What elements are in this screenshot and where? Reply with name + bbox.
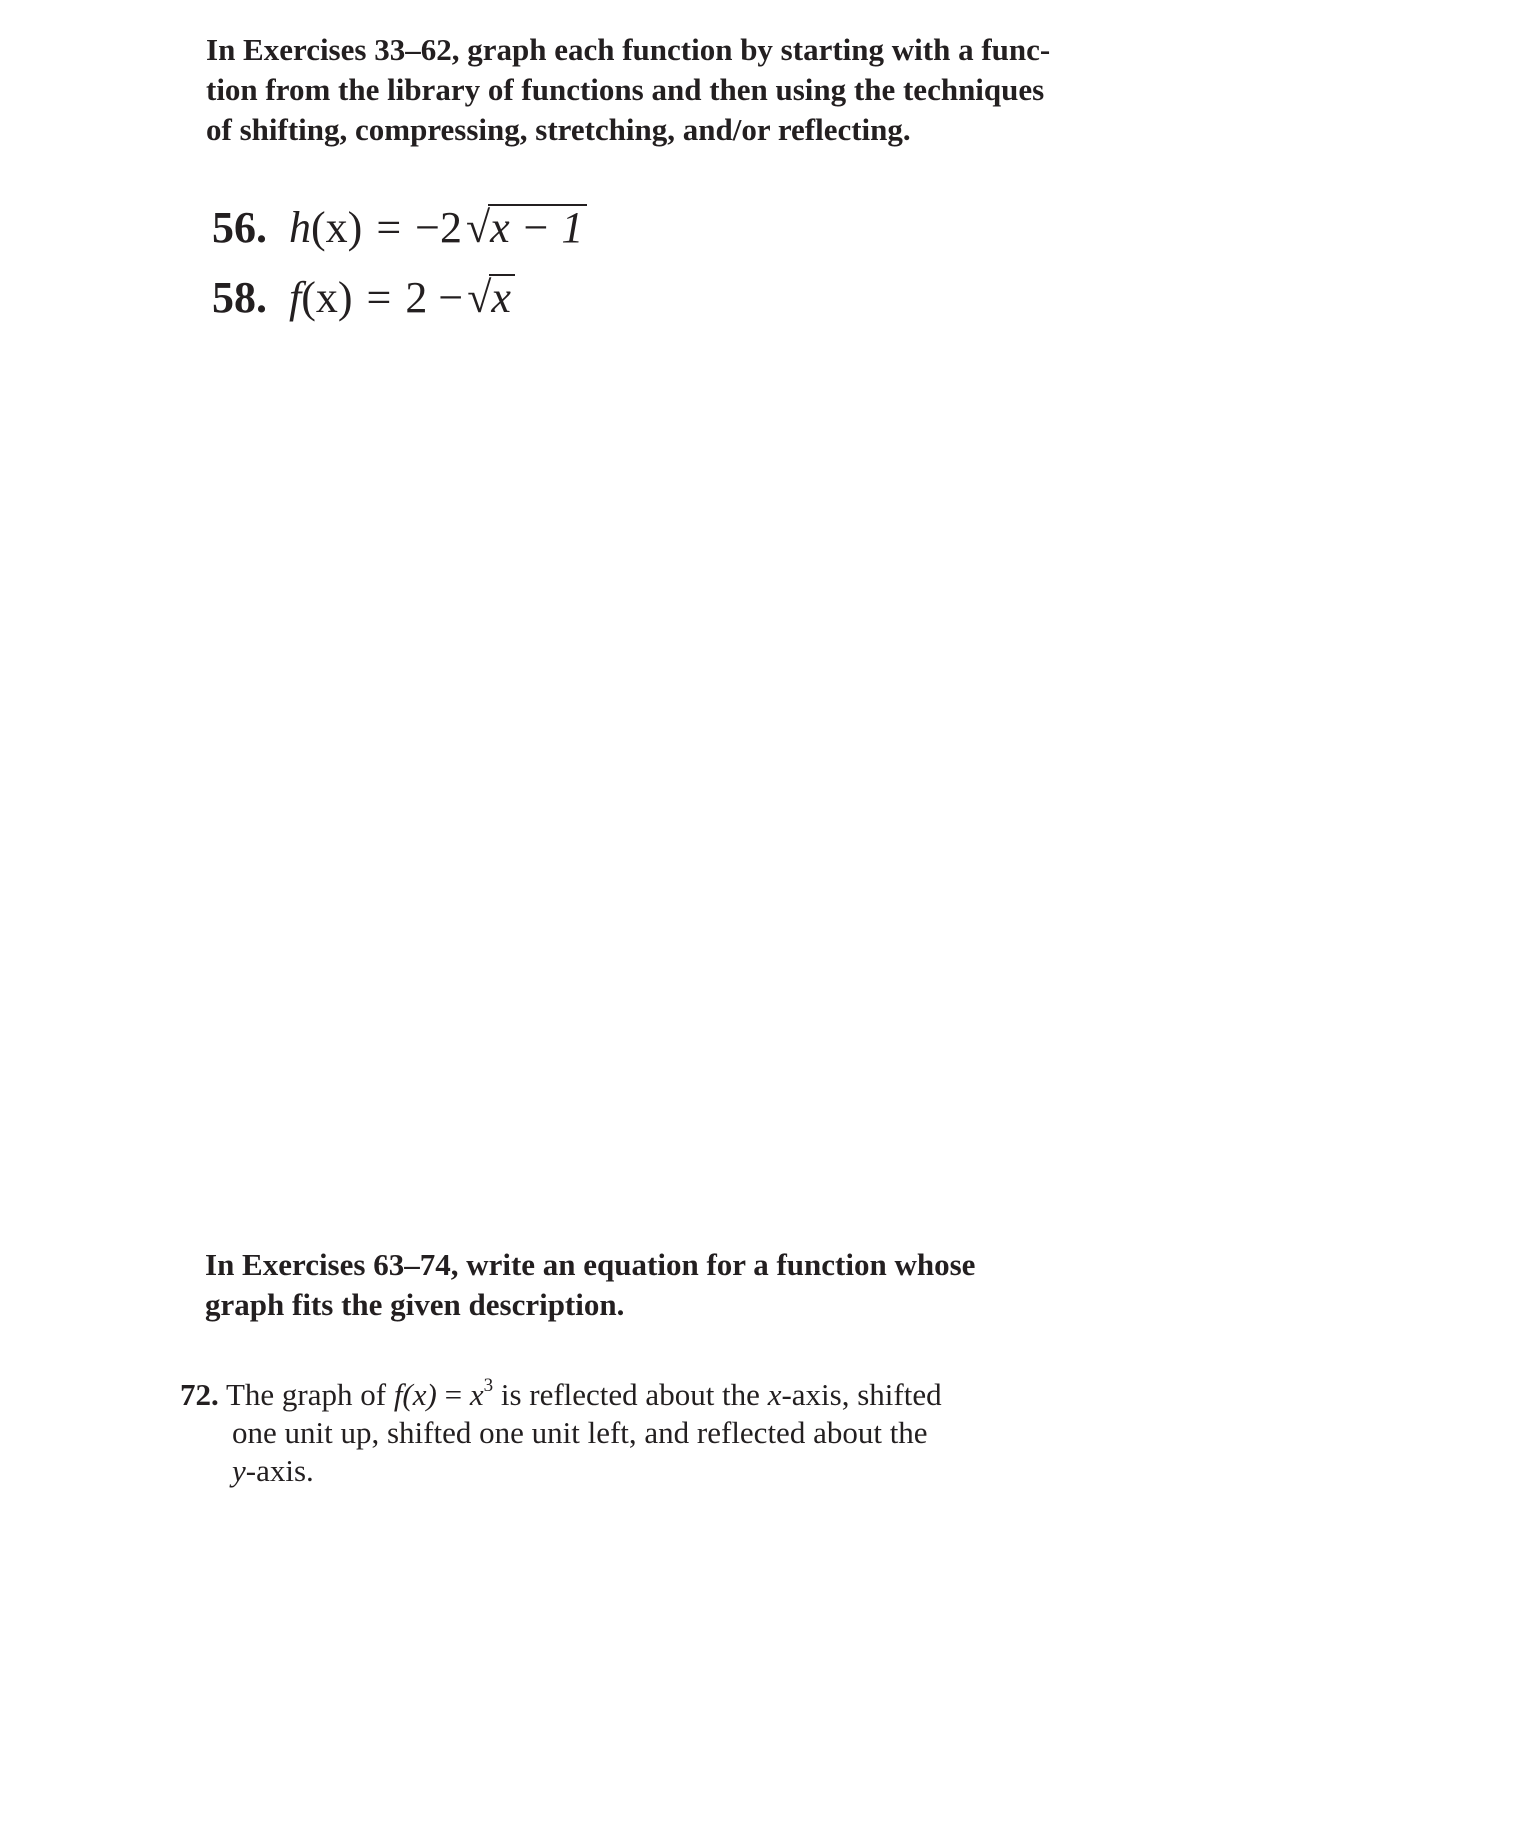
instructions-line: of shifting, compressing, stretching, and/or reflecting. [206, 112, 911, 147]
square-root-sign: √ [465, 203, 491, 252]
square-root-sign: √ [467, 273, 492, 322]
exercise-72-line-3 [180, 1452, 1040, 1490]
equals-sign: = [444, 1377, 463, 1412]
radicand: x [489, 274, 515, 320]
text-segment: The graph of [225, 1377, 387, 1412]
variable-x: x [767, 1377, 782, 1412]
radicand: x − 1 [488, 204, 587, 250]
equals-sign: = [376, 203, 402, 252]
text-segment: -axis. [245, 1453, 314, 1488]
instructions-exercises-63-74 [205, 1245, 1105, 1325]
equation-prefix: −2 [415, 203, 462, 252]
instructions-line: In Exercises 63–74, write an equation for a function whose [205, 1247, 976, 1282]
function-name: h [289, 203, 311, 252]
exercise-number: 58. [212, 273, 267, 322]
instructions-exercises-33-62 [206, 30, 1126, 150]
text-segment: -axis, shifted [781, 1377, 942, 1412]
equals-sign: = [366, 273, 392, 322]
exercise-56 [212, 200, 587, 256]
power-base: x [469, 1377, 484, 1412]
power-exponent: 3 [483, 1375, 494, 1396]
exercise-72 [180, 1376, 1040, 1490]
text-segment: is reflected about the [500, 1377, 760, 1412]
exercise-number: 72. [180, 1377, 219, 1412]
function-argument: (x) [311, 203, 363, 252]
exercise-72-line-2: one unit up, shifted one unit left, and reflected about the [232, 1415, 928, 1450]
exercise-number: 56. [212, 203, 267, 252]
instructions-line: tion from the library of functions and then using the techniques [206, 72, 1045, 107]
instructions-line: In Exercises 33–62, graph each function by starting with a func- [206, 32, 1051, 67]
variable-y: y [232, 1453, 246, 1488]
equation-prefix: 2 − [405, 273, 464, 322]
function-name: f [289, 273, 302, 322]
instructions-line: graph fits the given description. [205, 1287, 625, 1322]
function-argument: (x) [301, 273, 353, 322]
function-notation: f(x) [393, 1377, 437, 1412]
exercise-72-line-1 [180, 1376, 1040, 1414]
exercise-58 [212, 270, 515, 326]
